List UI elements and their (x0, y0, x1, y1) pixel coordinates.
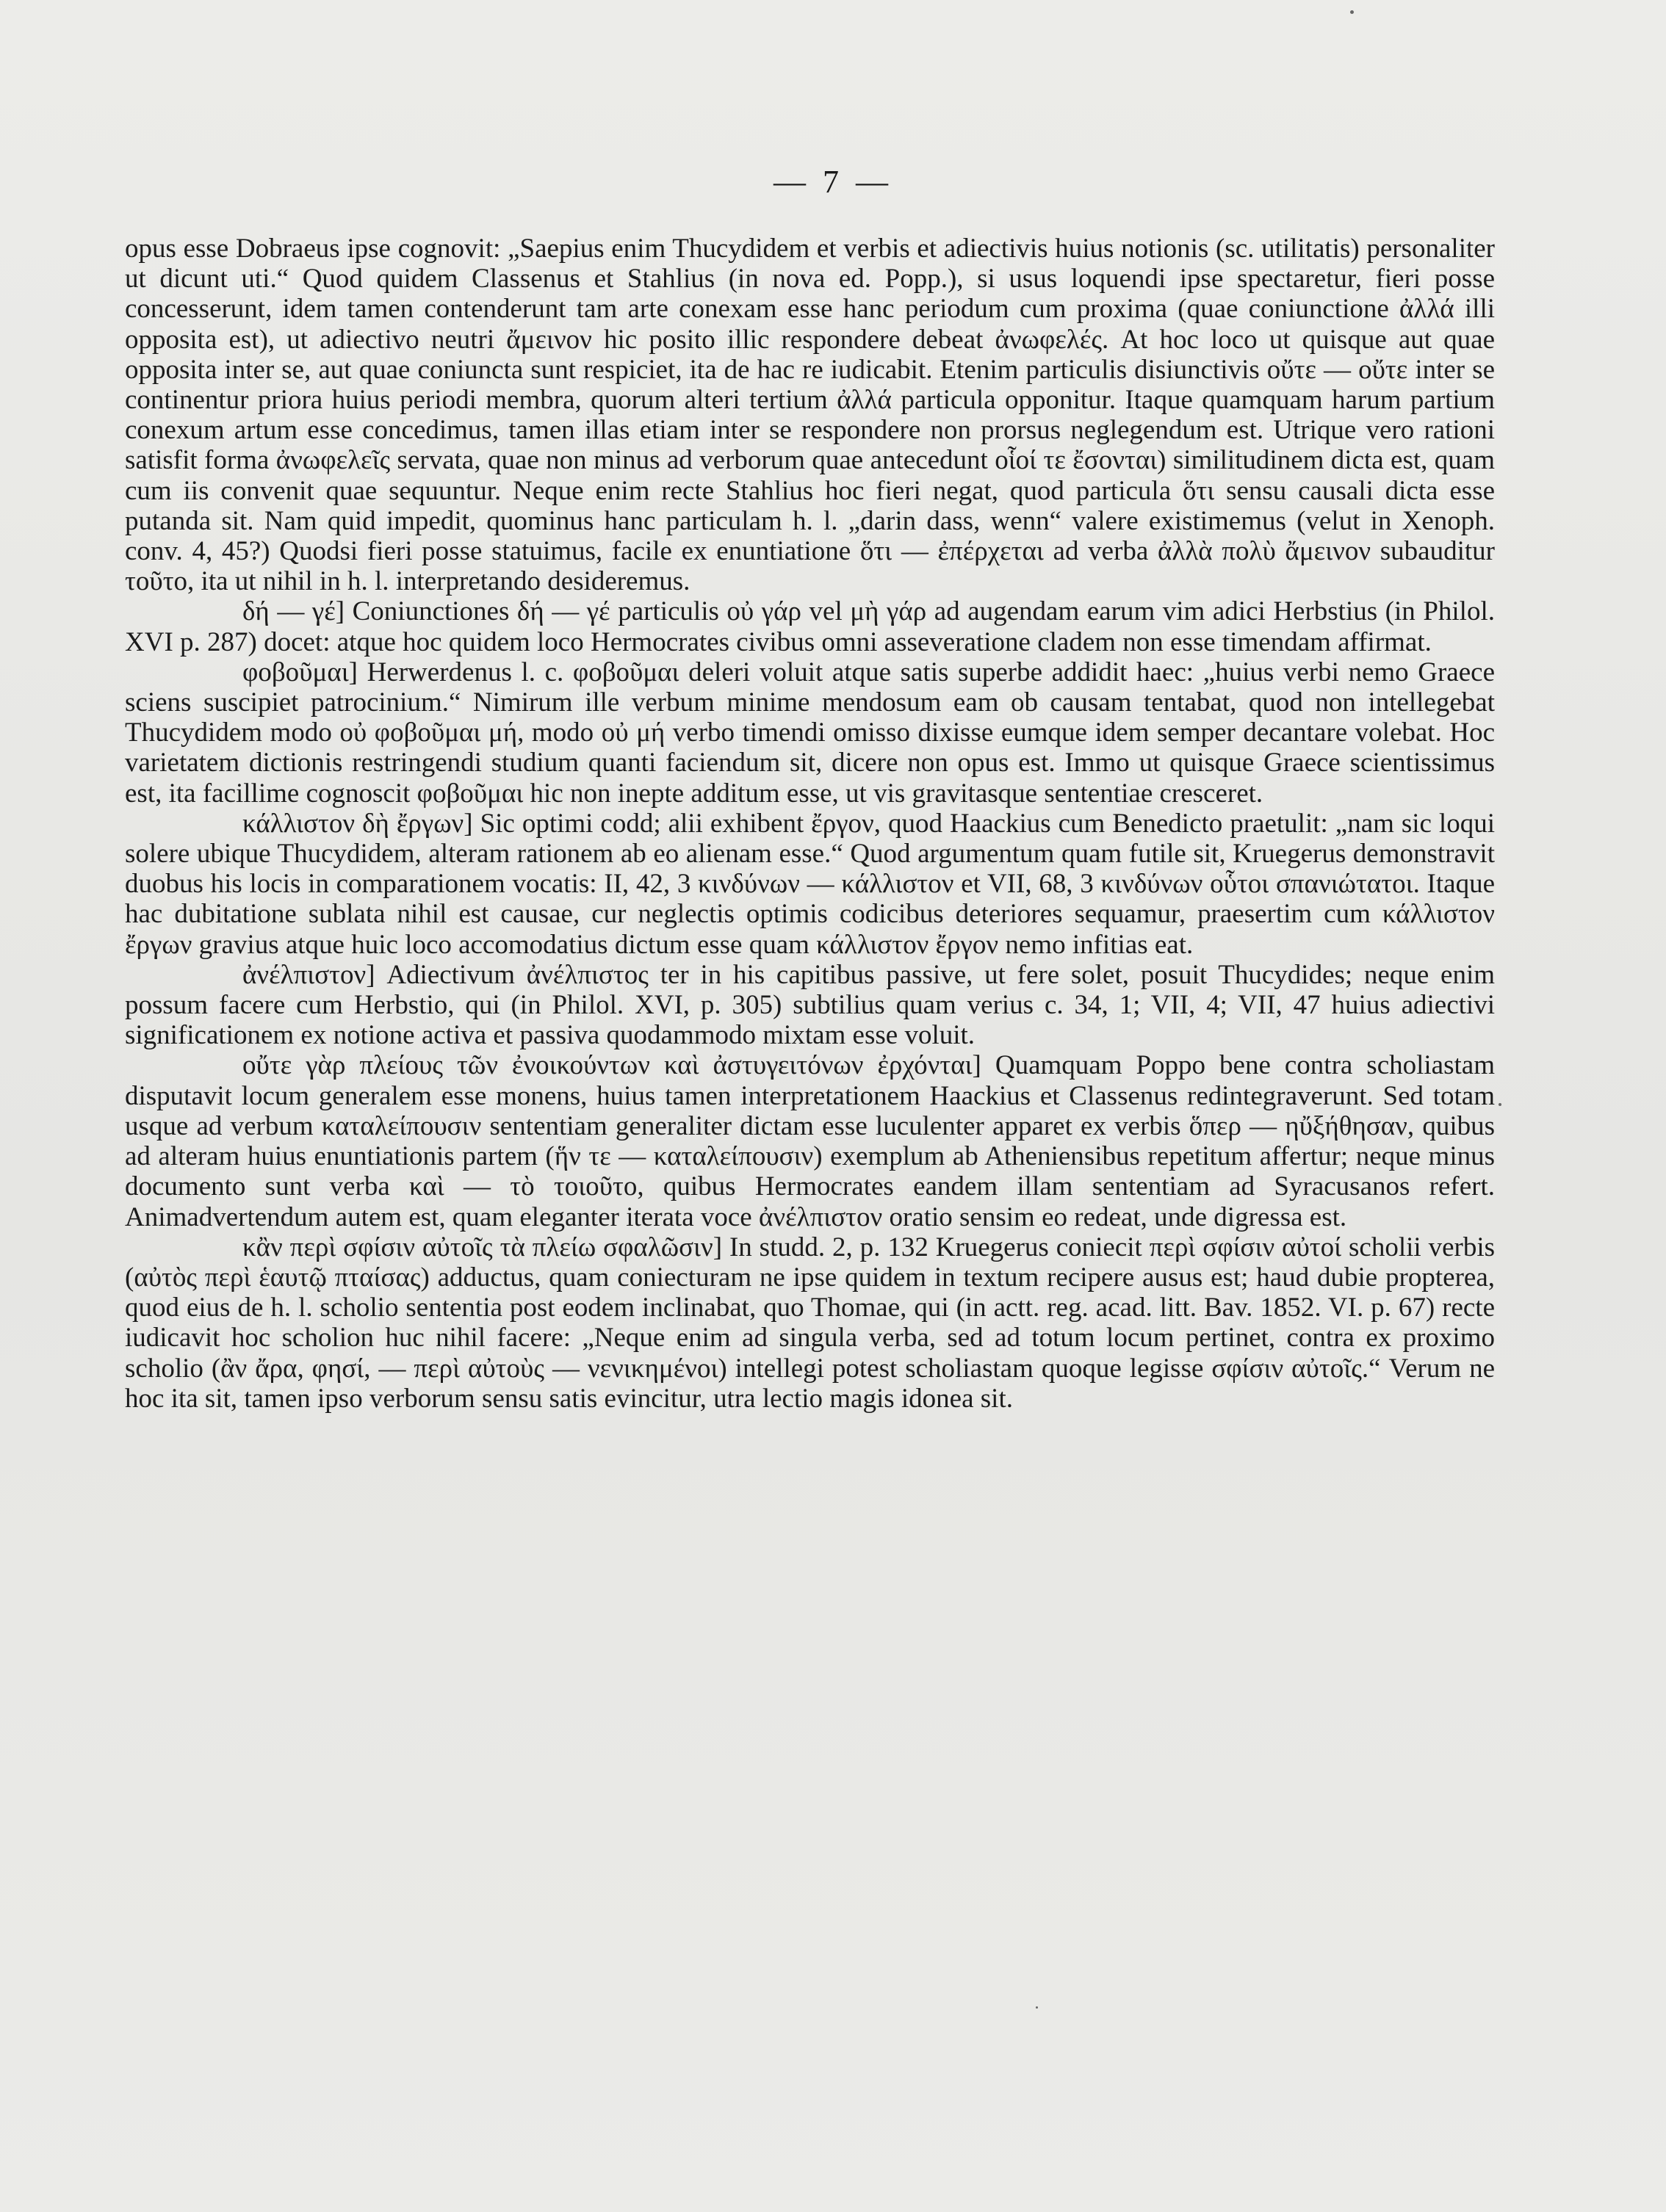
page-number: — 7 — (774, 164, 892, 200)
paragraph-kan-peri: κἂν περὶ σφίσιν αὐτοῖς τὰ πλείω σφαλῶσιν] In studd. 2, p. 132 Kruegerus coniecit περὶ σφίσιν αὐτοί scholii verbis (αὐτὸς περὶ ἑαυτῷ πταίσας) adductus, quam coniecturam ne ipse quidem in textum recipere ausus est; haud dubie propterea, quod eius de h. l. scholio sententia post eodem inclinabat, quo Thomae, qui (in actt. reg. acad. litt. Bav. 1852. VI. p. 67) recte iudicavit hoc scholion huc nihil facere: „Neque enim ad singula verba, sed ad totum locum pertinet, contra ex proximo scholio (ἂν ἄρα, φησί, — περὶ αὐτοὺς — νενικημένοι) intellegi potest scholiastam quoque legisse σφίσιν αὐτοῖς.“ Verum ne hoc ita sit, tamen ipso verborum sensu satis evincitur, utra lectio magis idonea sit. (125, 1232, 1495, 1414)
paragraph-phoboumai: φοβοῦμαι] Herwerdenus l. c. φοβοῦμαι deleri voluit atque satis superbe addidit haec: „huius verbi nemo Graece sciens suscipiet patrocinium.“ Nimirum ille verbum minime mendosum eam ob causam tentabat, quod non intellegebat Thucydidem modo οὐ φοβοῦμαι μή, modo οὐ μή verbo timendi omisso dixisse eumque idem semper decantare volebat. Hoc varietatem dictionis restringendi studium quanti faciendum sit, dicere non opus est. Immo ut quisque Graece scientissimus est, ita facillime cognoscit φοβοῦμαι hic non inepte additum esse, ut vis gravitasque sententiae cresceret. (125, 657, 1495, 809)
paragraph-kalliston: κάλλιστον δὴ ἔργων] Sic optimi codd; alii exhibent ἔργον, quod Haackius cum Benedicto praetulit: „nam sic loqui solere ubique Thucydidem, alteram rationem ab eo alienam esse.“ Quod argumentum quam futile sit, Kruegerus demonstravit duobus his locis in comparationem vocatis: II, 42, 3 κινδύνων — κάλλιστον et VII, 68, 3 κινδύνων οὗτοι σπανιώτατοι. Itaque hac dubitatione sublata nihil est causae, cur neglectis optimis codicibus deteriores sequamur, praesertim cum κάλλιστον ἔργων gravius atque huic loco accomodatius dictum esse quam κάλλιστον ἔργον nemo infitias eat. (125, 808, 1495, 960)
paragraph-dobraeus: opus esse Dobraeus ipse cognovit: „Saepius enim Thucydidem et verbis et adiectivis huius notionis (sc. utilitatis) personaliter ut dicunt uti.“ Quod quidem Classenus et Stahlius (in nova ed. Popp.), si usus loquendi ipse spectaretur, fieri posse concesserunt, idem tamen contenderunt tam arte conexam esse hanc periodum cum proxima (quae coniunctione ἀλλά illi opposita est), ut adiectivo neutri ἄμεινον hic posito illic respondere debeat ἀνωφελές. At hoc loco ut quisque aut quae opposita inter se, aut quae coniuncta sunt respiciet, ita de hac re iudicabit. Etenim particulis disiunctivis οὔτε — οὔτε inter se continentur priora huius periodi membra, quorum alteri tertium ἀλλά particula opponitur. Itaque quamquam harum partium conexum artum esse concedimus, tamen illas etiam inter se respondere non prorsus neglegendum est. Utrique vero rationi satisfit forma ἀνωφελεῖς servata, quae non minus ad verborum quae antecedunt οἷοί τε ἔσονται) similitudinem dicta est, quam cum iis convenit quae sequuntur. Neque enim recte Stahlius hoc fieri negat, quod particula ὅτι sensu causali dicta esse putanda sit. Nam quid impedit, quominus hanc particulam h. l. „darin dass, wenn“ valere existimemus (velut in Xenoph. conv. 4, 45?) Quodsi fieri posse statuimus, facile ex enuntiatione ὅτι — ἐπέρχεται ad verba ἀλλὰ πολὺ ἄμεινον subauditur τοῦτο, ita ut nihil in h. l. interpretando desideremus. (125, 234, 1495, 597)
paragraph-anelpiston: ἀνέλπιστον] Adiectivum ἀνέλπιστος ter in his capitibus passive, ut fere solet, posuit Thucydides; neque enim possum facere cum Herbstio, qui (in Philol. XVI, p. 305) subtilius quam verius c. 34, 1; VII, 4; VII, 47 huius adiectivi significationem ex notione activa et passiva quodammodo mixtam esse voluit. (125, 959, 1495, 1051)
body-text (125, 234, 1495, 1414)
paragraph-coniunctiones: δή — γέ] Coniunctiones δή — γέ particulis οὐ γάρ vel μὴ γάρ ad augendam earum vim adici Herbstius (in Philol. XVI p. 287) docet: atque hoc quidem loco Hermocrates civibus omni asseveratione cladem non esse timendam affirmat. (125, 596, 1495, 657)
paper-speck (1499, 1103, 1501, 1106)
paper-speck (1036, 2006, 1038, 2009)
paragraph-oute-gar: οὔτε γὰρ πλείους τῶν ἐνοικούντων καὶ ἀστυγειτόνων ἐρχόνται] Quamquam Poppo bene contra scholiastam disputavit locum generalem esse monens, huius tamen interpretationem Haackius et Classenus redintegraverunt. Sed totam usque ad verbum καταλείπουσιν sententiam generaliter dictam esse luculenter apparet ex verbis ὅπερ — ηὔξήθησαν, quibus ad alteram huius enuntiationis partem (ἥν τε — καταλείπουσιν) exemplum ab Atheniensibus repetitum affertur; neque minus documento sunt verba καὶ — τὸ τοιοῦτο, quibus Hermocrates eandem illam sententiam ad Syracusanos refert. Animadvertendum autem est, quam eleganter iterata voce ἀνέλπιστον oratio sensim eo redeat, unde digressa est. (125, 1050, 1495, 1232)
paper-speck (1350, 10, 1354, 14)
